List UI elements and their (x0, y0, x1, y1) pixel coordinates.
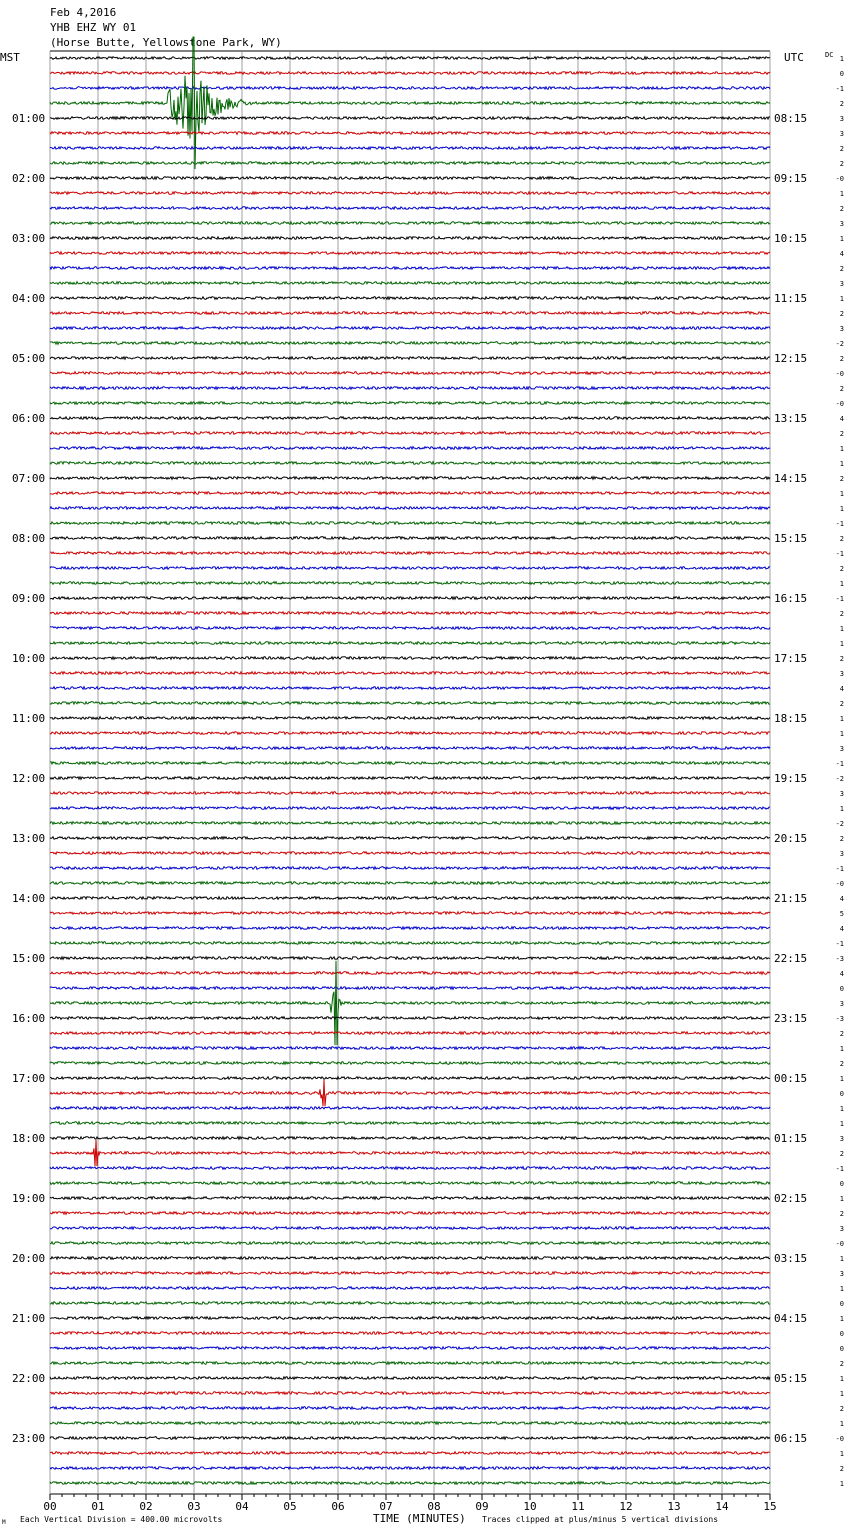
left-time-label: 21:00 (12, 1312, 46, 1325)
left-time-label: 22:00 (12, 1372, 46, 1385)
dc-offset-value: 4 (839, 970, 844, 978)
footer-corner-mark: M (2, 1519, 6, 1526)
dc-offset-value: 2 (839, 700, 844, 708)
dc-offset-value: 2 (839, 100, 844, 108)
dc-offset-value: 3 (839, 130, 844, 138)
dc-offset-value: 1 (839, 1285, 844, 1293)
dc-offset-value: -1 (835, 85, 844, 93)
dc-offset-value: 2 (839, 310, 844, 318)
dc-offset-value: 3 (839, 670, 844, 678)
dc-offset-value: 3 (839, 745, 844, 753)
dc-offset-value: 1 (839, 805, 844, 813)
dc-offset-value: -3 (835, 1015, 844, 1023)
dc-offset-value: -1 (835, 865, 844, 873)
dc-offset-value: 2 (839, 1150, 844, 1158)
dc-offset-value: 2 (839, 835, 844, 843)
dc-offset-value: -0 (835, 1240, 844, 1248)
left-time-label: 06:00 (12, 412, 46, 425)
left-time-label: 13:00 (12, 832, 46, 845)
left-time-label: 03:00 (12, 232, 46, 245)
dc-offset-value: 1 (839, 1480, 844, 1488)
dc-offset-value: -1 (835, 520, 844, 528)
left-time-label: 02:00 (12, 172, 46, 185)
dc-offset-value: 1 (839, 1375, 844, 1383)
dc-offset-value: 4 (839, 895, 844, 903)
left-time-label: 20:00 (12, 1252, 46, 1265)
dc-offset-value: -1 (835, 595, 844, 603)
dc-offset-value: 1 (839, 1195, 844, 1203)
left-time-label: 10:00 (12, 652, 46, 665)
dc-offset-value: 3 (839, 280, 844, 288)
right-time-label: 02:15 (774, 1192, 808, 1205)
x-tick-label: 07 (379, 1500, 393, 1513)
dc-offset-value: 0 (839, 1330, 844, 1338)
dc-offset-value: 3 (839, 325, 844, 333)
dc-offset-value: 2 (839, 475, 844, 483)
dc-offset-value: 2 (839, 205, 844, 213)
dc-offset-value: 0 (839, 1180, 844, 1188)
left-time-label: 07:00 (12, 472, 46, 485)
dc-offset-value: 2 (839, 145, 844, 153)
x-tick-label: 09 (475, 1500, 489, 1513)
dc-offset-value: -2 (835, 820, 844, 828)
dc-offset-value: 2 (839, 430, 844, 438)
dc-offset-value: 1 (839, 55, 844, 63)
dc-offset-value: -2 (835, 775, 844, 783)
dc-offset-value: 1 (839, 625, 844, 633)
dc-offset-value: -3 (835, 955, 844, 963)
right-time-label: 08:15 (774, 112, 808, 125)
dc-offset-value: 2 (839, 610, 844, 618)
dc-offset-value: 2 (839, 1465, 844, 1473)
dc-offset-value: 1 (839, 1390, 844, 1398)
left-time-label: 14:00 (12, 892, 46, 905)
left-time-label: 18:00 (12, 1132, 46, 1145)
dc-offset-value: 3 (839, 220, 844, 228)
dc-offset-value: 0 (839, 1090, 844, 1098)
right-time-label: 14:15 (774, 472, 808, 485)
left-time-label: 01:00 (12, 112, 46, 125)
dc-offset-value: 1 (839, 715, 844, 723)
left-time-label: 12:00 (12, 772, 46, 785)
dc-offset-value: 4 (839, 685, 844, 693)
dc-offset-value: 0 (839, 1345, 844, 1353)
dc-offset-value: 4 (839, 250, 844, 258)
dc-offset-value: 2 (839, 1360, 844, 1368)
dc-offset-value: 3 (839, 1135, 844, 1143)
dc-offset-value: -0 (835, 400, 844, 408)
left-time-label: 05:00 (12, 352, 46, 365)
right-time-label: 22:15 (774, 952, 808, 965)
dc-offset-value: 4 (839, 415, 844, 423)
dc-offset-value: 1 (839, 1120, 844, 1128)
left-time-label: 11:00 (12, 712, 46, 725)
right-time-label: 09:15 (774, 172, 808, 185)
dc-offset-value: 1 (839, 1420, 844, 1428)
dc-offset-value: -0 (835, 1435, 844, 1443)
dc-offset-value: 3 (839, 1225, 844, 1233)
x-tick-label: 01 (91, 1500, 105, 1513)
dc-offset-value: 2 (839, 535, 844, 543)
dc-offset-value: 0 (839, 985, 844, 993)
dc-offset-value: 1 (839, 1255, 844, 1263)
x-tick-label: 04 (235, 1500, 249, 1513)
right-time-label: 04:15 (774, 1312, 808, 1325)
dc-offset-value: 1 (839, 1075, 844, 1083)
x-tick-label: 05 (283, 1500, 297, 1513)
right-time-label: 00:15 (774, 1072, 808, 1085)
dc-offset-value: 2 (839, 160, 844, 168)
right-time-label: 12:15 (774, 352, 808, 365)
left-time-label: 04:00 (12, 292, 46, 305)
right-time-label: 18:15 (774, 712, 808, 725)
dc-offset-value: 0 (839, 70, 844, 78)
dc-offset-value: -0 (835, 175, 844, 183)
right-zone-label: UTC (784, 51, 804, 64)
dc-offset-value: 1 (839, 190, 844, 198)
dc-offset-value: 2 (839, 655, 844, 663)
dc-offset-value: 1 (839, 1315, 844, 1323)
dc-offset-value: 1 (839, 490, 844, 498)
dc-offset-value: 2 (839, 1405, 844, 1413)
right-time-label: 11:15 (774, 292, 808, 305)
dc-offset-value: -0 (835, 880, 844, 888)
dc-offset-value: 1 (839, 445, 844, 453)
dc-offset-value: 1 (839, 1045, 844, 1053)
x-tick-label: 12 (619, 1500, 633, 1513)
dc-offset-value: 1 (839, 295, 844, 303)
x-tick-label: 06 (331, 1500, 345, 1513)
dc-offset-value: -2 (835, 340, 844, 348)
dc-offset-value: 2 (839, 1060, 844, 1068)
right-time-label: 03:15 (774, 1252, 808, 1265)
dc-offset-value: 2 (839, 1030, 844, 1038)
dc-offset-value: 3 (839, 790, 844, 798)
clip-note: Traces clipped at plus/minus 5 vertical divisions (482, 1515, 719, 1524)
dc-offset-value: 1 (839, 505, 844, 513)
left-time-label: 09:00 (12, 592, 46, 605)
dc-offset-value: -1 (835, 760, 844, 768)
left-zone-label: MST (0, 51, 20, 64)
x-tick-label: 15 (763, 1500, 777, 1513)
dc-offset-value: 0 (839, 1300, 844, 1308)
left-time-label: 16:00 (12, 1012, 46, 1025)
left-time-label: 08:00 (12, 532, 46, 545)
x-tick-label: 02 (139, 1500, 153, 1513)
right-time-label: 16:15 (774, 592, 808, 605)
x-tick-label: 14 (715, 1500, 729, 1513)
dc-header-label: DC (825, 51, 834, 59)
dc-offset-value: 2 (839, 265, 844, 273)
dc-offset-value: 5 (839, 910, 844, 918)
right-time-label: 20:15 (774, 832, 808, 845)
left-time-label: 15:00 (12, 952, 46, 965)
left-time-label: 23:00 (12, 1432, 46, 1445)
dc-offset-value: 3 (839, 1270, 844, 1278)
dc-offset-value: 2 (839, 385, 844, 393)
x-tick-label: 08 (427, 1500, 441, 1513)
dc-offset-value: 2 (839, 565, 844, 573)
scale-note: Each Vertical Division = 400.00 microvolts (20, 1515, 223, 1524)
right-time-label: 21:15 (774, 892, 808, 905)
x-axis-title: TIME (MINUTES) (373, 1512, 466, 1525)
right-time-label: 17:15 (774, 652, 808, 665)
dc-offset-value: 3 (839, 850, 844, 858)
chart-date: Feb 4,2016 (50, 6, 117, 19)
dc-offset-value: -0 (835, 370, 844, 378)
dc-offset-value: 3 (839, 115, 844, 123)
dc-offset-value: -1 (835, 550, 844, 558)
dc-offset-value: 1 (839, 580, 844, 588)
right-time-label: 06:15 (774, 1432, 808, 1445)
dc-offset-value: -1 (835, 940, 844, 948)
x-tick-label: 13 (667, 1500, 681, 1513)
dc-offset-value: 2 (839, 1210, 844, 1218)
x-tick-label: 03 (187, 1500, 201, 1513)
chart-location: (Horse Butte, Yellowstone Park, WY) (50, 36, 282, 49)
chart-station: YHB EHZ WY 01 (50, 21, 137, 34)
right-time-label: 13:15 (774, 412, 808, 425)
dc-offset-value: 3 (839, 1000, 844, 1008)
left-time-label: 17:00 (12, 1072, 46, 1085)
right-time-label: 23:15 (774, 1012, 808, 1025)
right-time-label: 10:15 (774, 232, 808, 245)
dc-offset-value: 1 (839, 235, 844, 243)
right-time-label: 05:15 (774, 1372, 808, 1385)
dc-offset-value: 1 (839, 1105, 844, 1113)
dc-offset-value: -1 (835, 1165, 844, 1173)
x-tick-label: 00 (43, 1500, 57, 1513)
x-tick-label: 10 (523, 1500, 537, 1513)
right-time-label: 15:15 (774, 532, 808, 545)
dc-offset-value: 4 (839, 925, 844, 933)
dc-offset-value: 1 (839, 730, 844, 738)
x-tick-label: 11 (571, 1500, 585, 1513)
right-time-label: 19:15 (774, 772, 808, 785)
dc-offset-value: 1 (839, 1450, 844, 1458)
dc-offset-value: 2 (839, 355, 844, 363)
dc-offset-value: 1 (839, 640, 844, 648)
right-time-label: 01:15 (774, 1132, 808, 1145)
dc-offset-value: 1 (839, 460, 844, 468)
left-time-label: 19:00 (12, 1192, 46, 1205)
